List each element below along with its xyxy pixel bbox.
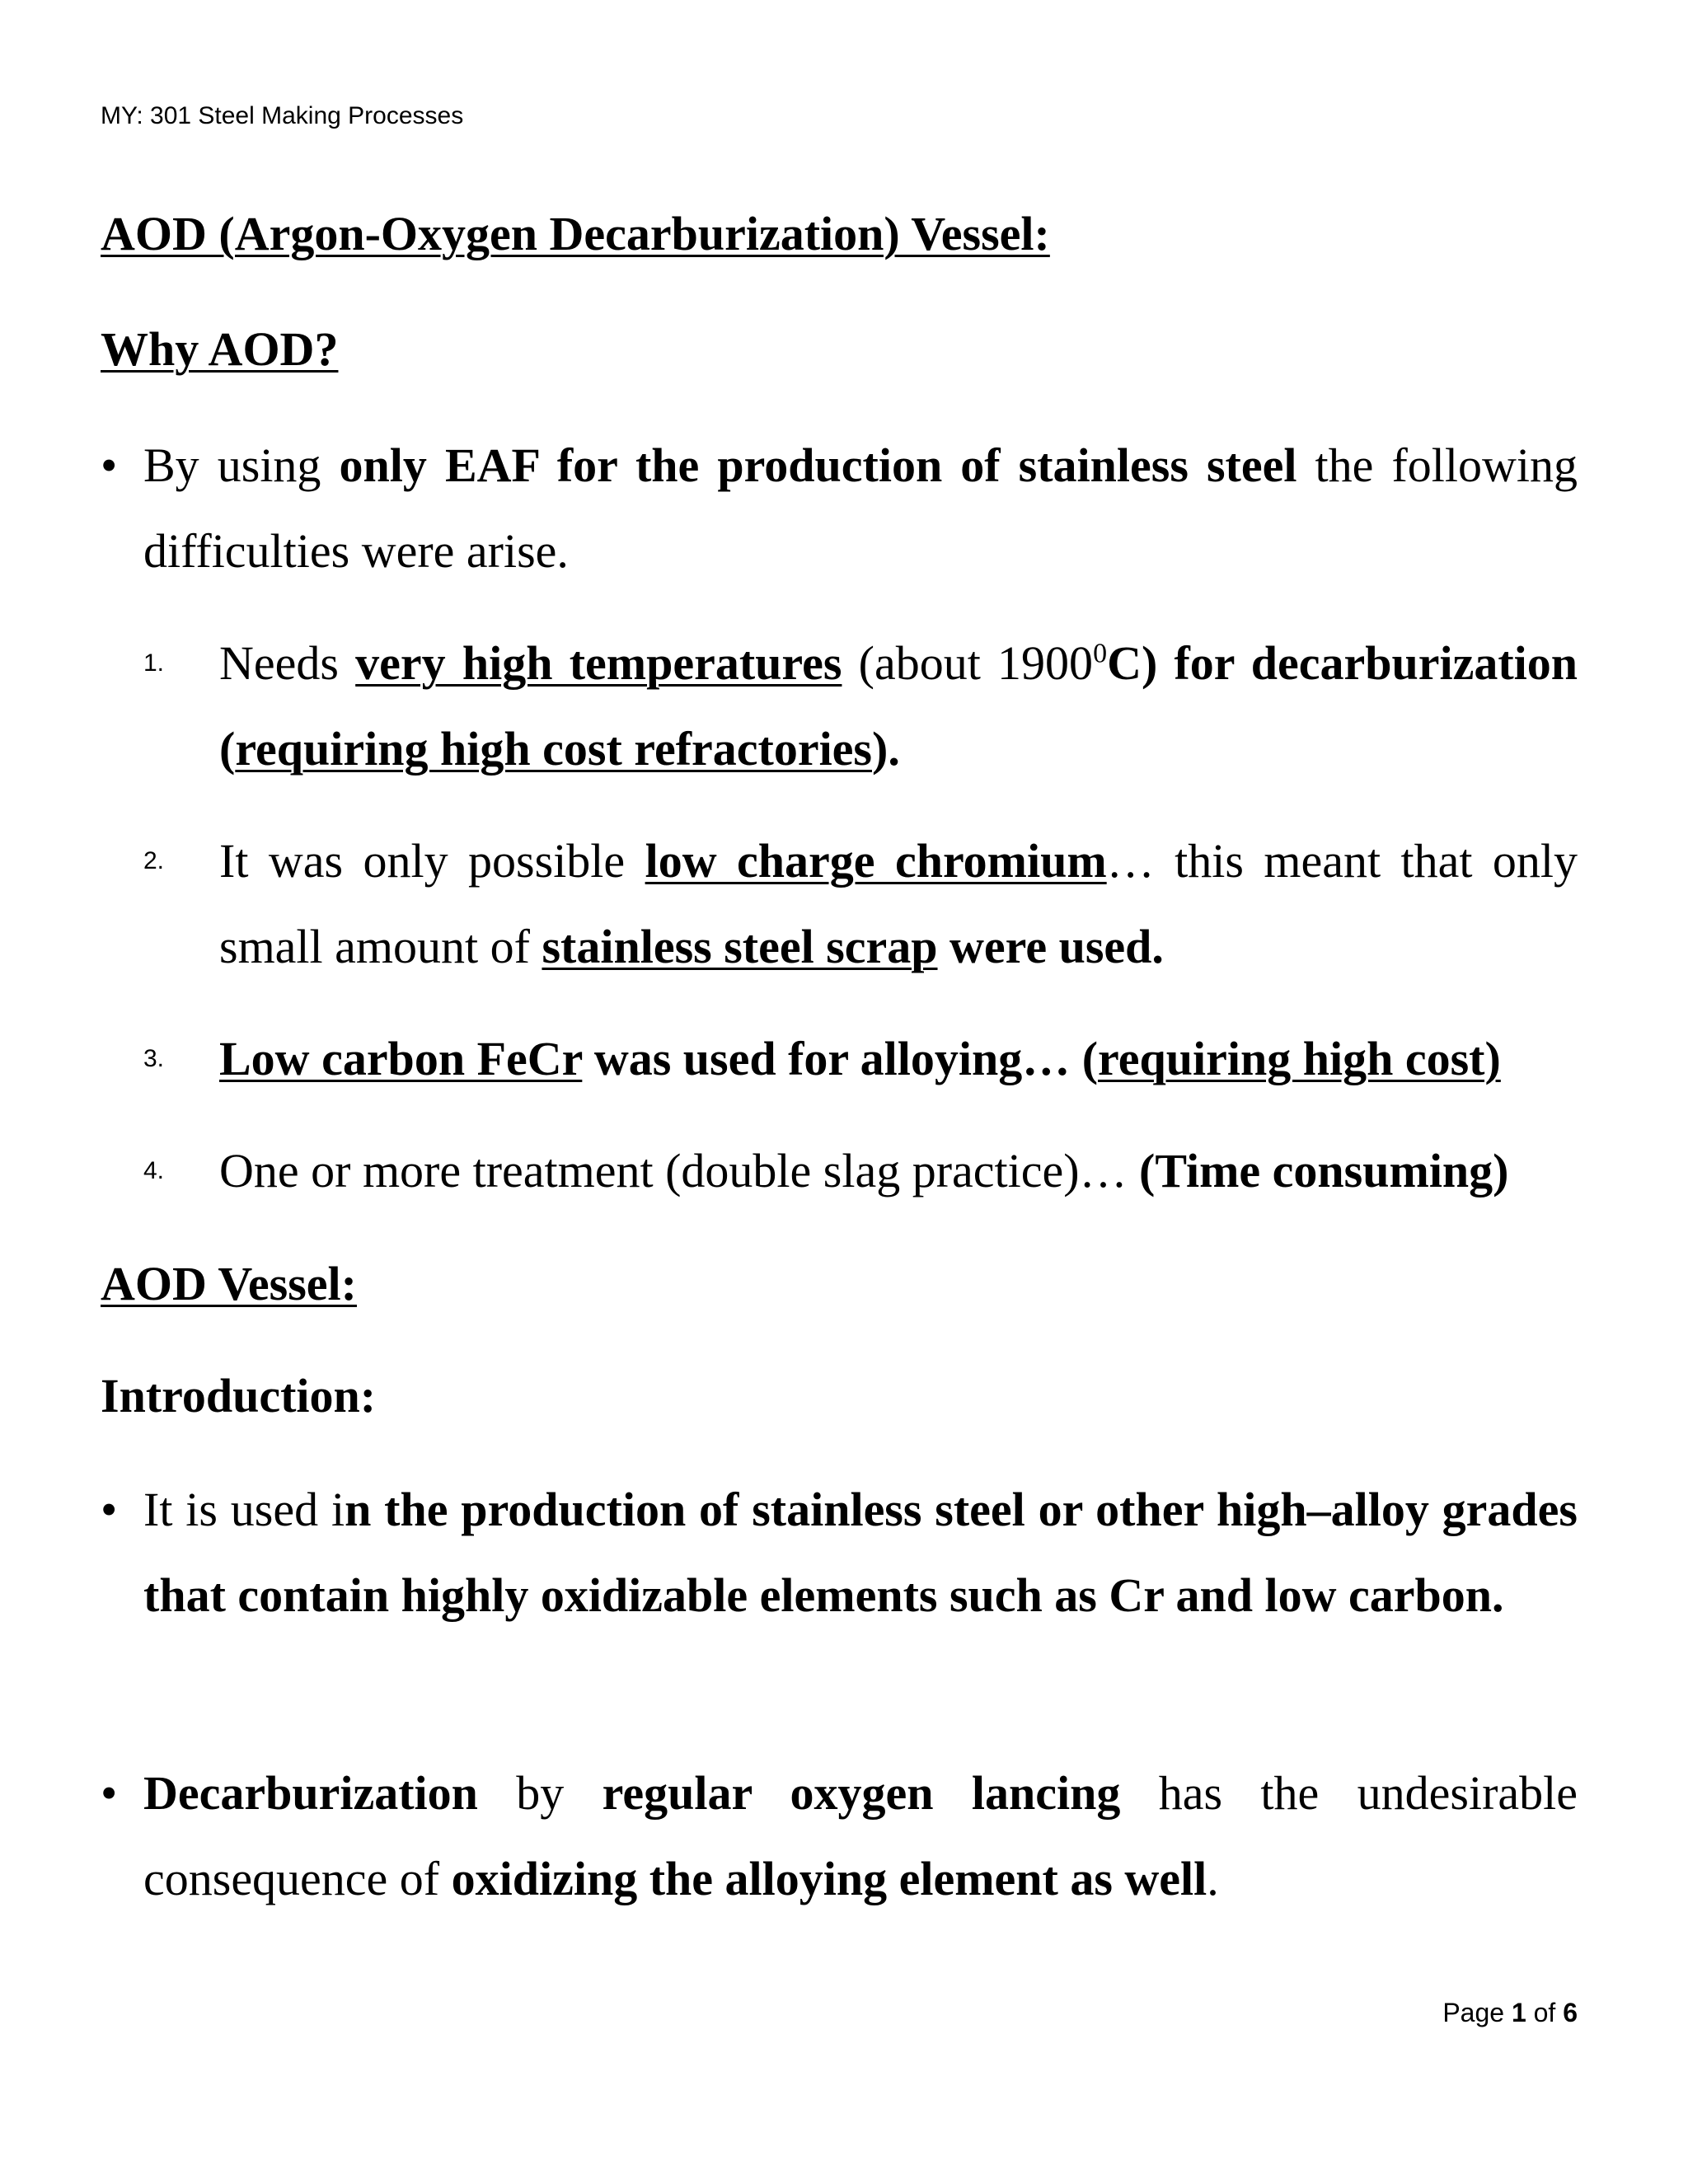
page-number [1442, 1998, 1578, 2028]
list-item-temperature [219, 621, 1578, 792]
bullet-marker: • [101, 438, 118, 492]
text-run: Decarburization [143, 1766, 478, 1820]
text-run: were used. [937, 920, 1164, 973]
text-run: of [1526, 1998, 1564, 2027]
list-number: 3. [143, 1045, 165, 1072]
text-run: n the production of stainless steel or other high–alloy grades that contain highly oxidizable elements such as Cr and low carbon. [143, 1483, 1578, 1622]
text-run: only EAF for the production of stainless steel [339, 438, 1297, 492]
text-run: by [477, 1766, 603, 1820]
bullet-paragraph-usage [143, 1467, 1578, 1638]
text-run: ). [872, 722, 900, 776]
text-run: (Time consuming) [1139, 1144, 1509, 1197]
text-run: requiring high cost) [1098, 1032, 1501, 1085]
list-item-slag [219, 1128, 1578, 1214]
text-run: Page [1442, 1998, 1512, 2027]
introduction-heading: Introduction: [101, 1369, 377, 1422]
text-run: Needs [219, 636, 356, 690]
list-item-fecr [219, 1016, 1578, 1102]
list-number: 4. [143, 1157, 165, 1184]
bullet-marker: • [101, 1483, 118, 1536]
list-number: 1. [143, 649, 165, 677]
text-run: 1 [1511, 1998, 1526, 2027]
text-run: was used for alloying… ( [582, 1032, 1099, 1085]
text-run: It was only possible [219, 834, 645, 888]
text-run: the following difficulties were arise. [143, 438, 1578, 578]
aod-vessel-heading: AOD Vessel: [101, 1257, 357, 1310]
running-header: MY: 301 Steel Making Processes [101, 102, 464, 129]
text-run: One or more treatment (double slag practice)… [219, 1144, 1140, 1197]
list-number: 2. [143, 847, 165, 874]
text-run: low charge chromium [645, 834, 1107, 888]
text-run: oxidizing the alloying element as well [451, 1852, 1207, 1905]
text-run: very high temperatures [355, 636, 842, 690]
text-run: regular oxygen lancing [602, 1766, 1121, 1820]
text-run: By using [143, 438, 340, 492]
text-run: C) [1107, 636, 1158, 690]
text-run: … this meant that only small amount of [219, 834, 1578, 973]
text-run: It is used i [143, 1483, 345, 1536]
text-run: . [1207, 1852, 1219, 1905]
text-run: Low carbon FeCr [219, 1032, 583, 1085]
text-run: stainless steel scrap [542, 920, 938, 973]
superscript: 0 [1093, 638, 1108, 669]
text-run: (about 1900 [842, 636, 1094, 690]
text-run: for decarburization ( [219, 636, 1578, 776]
main-title: AOD (Argon-Oxygen Decarburization) Vessel: [101, 207, 1050, 260]
text-run: has the undesirable consequence of [143, 1766, 1578, 1905]
text-run: requiring high cost refractories [235, 722, 872, 776]
why-aod-heading: Why AOD? [101, 322, 339, 376]
bullet-paragraph-decarburization [143, 1750, 1578, 1922]
bullet-marker: • [101, 1766, 118, 1820]
text-run: 6 [1563, 1998, 1578, 2027]
bullet-paragraph-eaf [143, 423, 1578, 594]
list-item-chromium [219, 818, 1578, 990]
